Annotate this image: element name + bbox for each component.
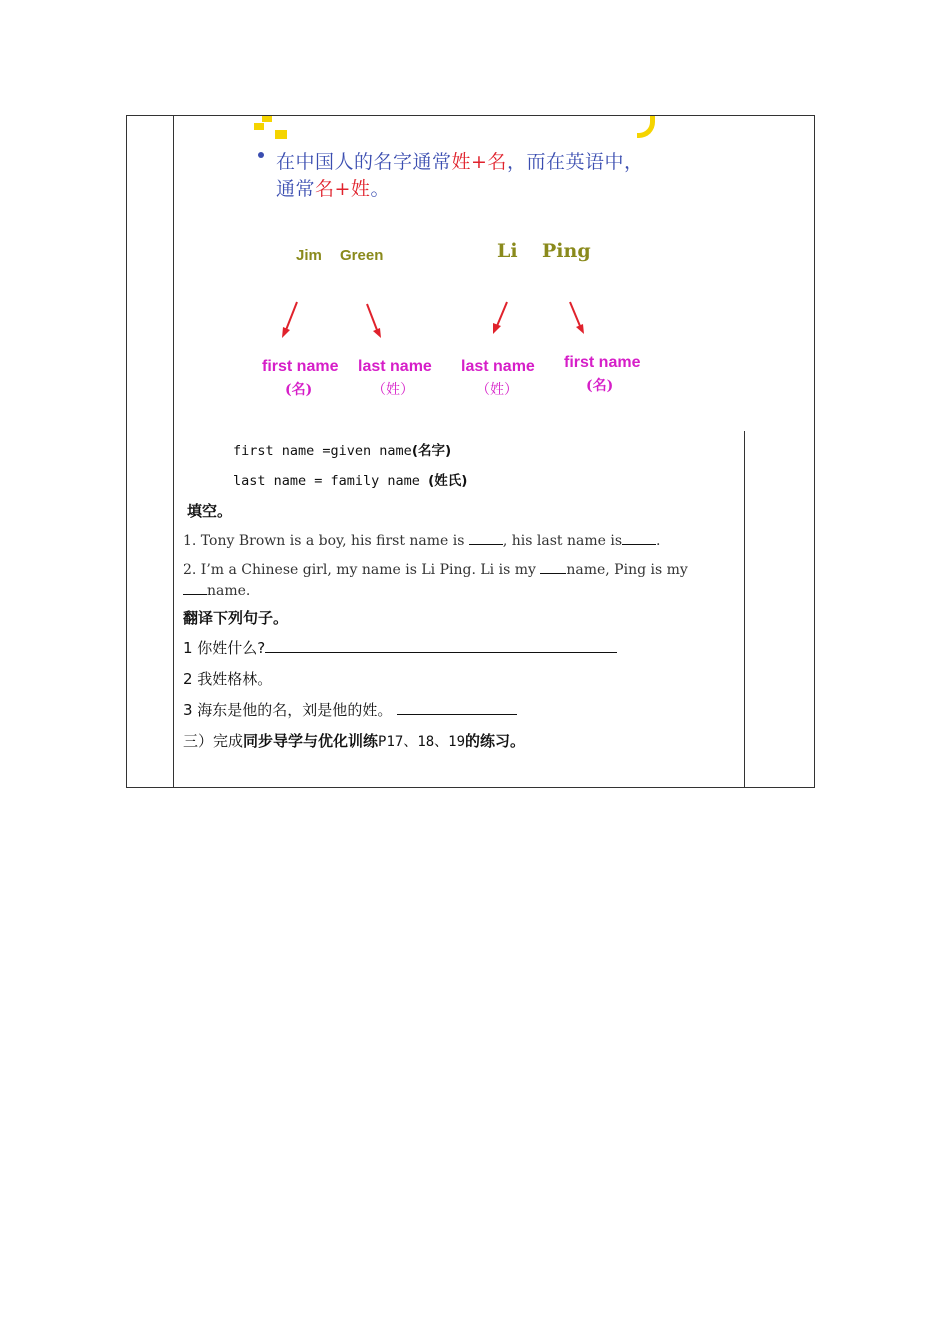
label-last-name: last name <box>461 358 535 375</box>
exercise-line <box>183 561 688 579</box>
section-heading: 翻译下列句子。 <box>183 609 289 627</box>
bullet-text: ，而在英语中， <box>506 151 644 173</box>
exercise-text: 2 我姓格林。 <box>183 670 273 688</box>
chinese-surname: Li <box>497 240 518 262</box>
blank-field[interactable] <box>622 532 656 545</box>
decor-square <box>262 116 272 122</box>
label-first-name-cn: (名) <box>586 378 614 394</box>
label-last-name-cn: （姓） <box>476 382 518 398</box>
bullet-text: 。 <box>370 178 390 200</box>
exercise-text: 2. I’m a Chinese girl, my name is Li Ping. Li is my <box>183 562 536 578</box>
bullet-highlight: 姓+名 <box>451 151 507 173</box>
exercise-text: 1 你姓什么? <box>183 639 266 657</box>
exercise-text: 3 海东是他的名，刘是他的姓。 <box>183 701 393 719</box>
task-line <box>183 732 525 751</box>
task-book: 同步导学与优化训练 <box>243 732 379 750</box>
exercise-line <box>183 532 661 550</box>
bullet-text: 在中国人的名字通常 <box>276 151 452 173</box>
answer-field[interactable] <box>265 640 617 653</box>
section-heading: 填空。 <box>187 502 233 520</box>
label-last-name-cn: （姓） <box>372 382 414 398</box>
definition-text: first name =given name <box>233 443 412 459</box>
task-pages: P17、18、19 <box>378 734 466 750</box>
bullet-text: 通常 <box>276 178 316 200</box>
exercise-text: 1. Tony Brown is a boy, his first name is <box>183 533 465 549</box>
definition-line <box>233 442 451 460</box>
exercise-text: . <box>656 533 661 549</box>
bullet-text-line2 <box>276 174 390 201</box>
label-first-name: first name <box>564 354 641 371</box>
arrow-down-left-icon <box>490 300 510 336</box>
chinese-given-name: Ping <box>542 240 591 262</box>
label-first-name: first name <box>262 358 339 375</box>
task-text: 三）完成 <box>183 732 244 750</box>
definition-cn: (名字) <box>411 443 452 459</box>
definition-text: last name = family name <box>233 473 420 489</box>
arrow-down-right-icon <box>364 302 384 340</box>
english-first-name: Jim <box>296 247 322 264</box>
bullet-highlight: 名+姓 <box>315 178 371 200</box>
arrow-down-left-icon <box>280 300 300 340</box>
definition-line <box>233 472 467 490</box>
blank-field[interactable] <box>183 582 207 595</box>
exercise-line <box>183 639 617 657</box>
arrow-down-right-icon <box>567 300 587 336</box>
exercise-line <box>183 701 517 719</box>
exercise-line <box>183 670 272 688</box>
blank-field[interactable] <box>469 532 503 545</box>
exercise-text: name, Ping is my <box>566 562 688 578</box>
english-last-name: Green <box>340 247 384 264</box>
decor-square <box>254 123 264 130</box>
blank-field[interactable] <box>540 561 566 574</box>
exercise-line <box>183 582 250 600</box>
answer-field[interactable] <box>397 702 517 715</box>
bullet-icon <box>258 152 264 158</box>
label-last-name: last name <box>358 358 432 375</box>
bullet-text-line1 <box>276 147 643 174</box>
decor-square <box>275 130 287 139</box>
exercise-text: name. <box>207 583 251 599</box>
task-text: 的练习。 <box>465 732 526 750</box>
definition-cn: (姓氏) <box>428 473 468 489</box>
label-first-name-cn: (名) <box>285 382 313 398</box>
exercise-text: , his last name is <box>502 533 623 549</box>
